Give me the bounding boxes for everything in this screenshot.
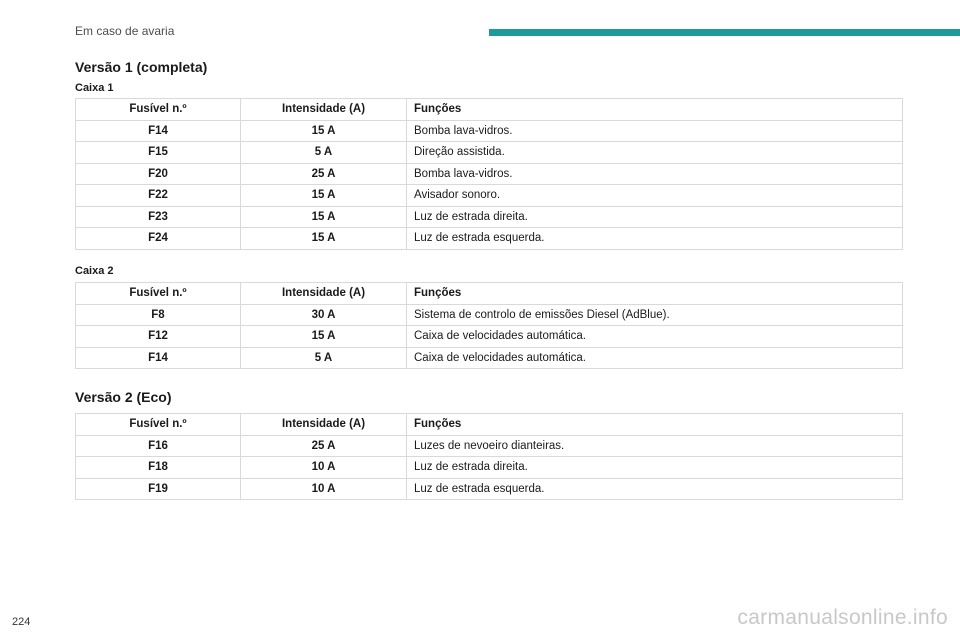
table-row [76, 478, 903, 500]
table-row [76, 142, 903, 164]
intensity-cell: 5 A [241, 142, 407, 164]
fuse-cell: F24 [76, 228, 241, 250]
column-header-functions: Funções [407, 414, 903, 436]
column-header-intensity: Intensidade (A) [241, 99, 407, 121]
function-cell: Avisador sonoro. [407, 185, 903, 207]
intensity-cell: 5 A [241, 347, 407, 369]
box-label-caixa-2: Caixa 2 [75, 265, 114, 277]
table-row [76, 304, 903, 326]
column-header-functions: Funções [407, 283, 903, 305]
intensity-cell: 25 A [241, 163, 407, 185]
column-header-fuse: Fusível n.º [76, 99, 241, 121]
function-cell: Luz de estrada esquerda. [407, 228, 903, 250]
header-title: Em caso de avaria [75, 24, 175, 38]
intensity-cell: 15 A [241, 228, 407, 250]
fuse-cell: F16 [76, 435, 241, 457]
table-row [76, 457, 903, 479]
intensity-cell: 15 A [241, 120, 407, 142]
table-row [76, 120, 903, 142]
function-cell: Bomba lava-vidros. [407, 120, 903, 142]
intensity-cell: 30 A [241, 304, 407, 326]
table-header-row [76, 414, 903, 436]
fuse-table-caixa-2 [75, 282, 903, 369]
fuse-cell: F8 [76, 304, 241, 326]
table-row [76, 435, 903, 457]
header-accent-bar [489, 29, 960, 36]
fuse-cell: F14 [76, 120, 241, 142]
table-header-row [76, 99, 903, 121]
table-row [76, 228, 903, 250]
function-cell: Direção assistida. [407, 142, 903, 164]
section-title-version-1: Versão 1 (completa) [75, 59, 208, 75]
page-number: 224 [12, 616, 31, 628]
watermark-logo: carmanualsonline.info [737, 606, 948, 629]
function-cell: Luzes de nevoeiro dianteiras. [407, 435, 903, 457]
fuse-cell: F18 [76, 457, 241, 479]
intensity-cell: 25 A [241, 435, 407, 457]
column-header-fuse: Fusível n.º [76, 283, 241, 305]
intensity-cell: 10 A [241, 457, 407, 479]
intensity-cell: 15 A [241, 185, 407, 207]
fuse-cell: F20 [76, 163, 241, 185]
fuse-cell: F22 [76, 185, 241, 207]
function-cell: Luz de estrada esquerda. [407, 478, 903, 500]
intensity-cell: 10 A [241, 478, 407, 500]
fuse-cell: F23 [76, 206, 241, 228]
intensity-cell: 15 A [241, 326, 407, 348]
section-title-version-2: Versão 2 (Eco) [75, 389, 172, 405]
table-header-row [76, 283, 903, 305]
intensity-cell: 15 A [241, 206, 407, 228]
function-cell: Caixa de velocidades automática. [407, 347, 903, 369]
box-label-caixa-1: Caixa 1 [75, 82, 114, 94]
column-header-intensity: Intensidade (A) [241, 414, 407, 436]
column-header-functions: Funções [407, 99, 903, 121]
function-cell: Bomba lava-vidros. [407, 163, 903, 185]
fuse-table-caixa-1 [75, 98, 903, 250]
table-row [76, 206, 903, 228]
fuse-cell: F15 [76, 142, 241, 164]
table-row [76, 185, 903, 207]
function-cell: Caixa de velocidades automática. [407, 326, 903, 348]
function-cell: Luz de estrada direita. [407, 206, 903, 228]
fuse-cell: F14 [76, 347, 241, 369]
table-row [76, 163, 903, 185]
column-header-intensity: Intensidade (A) [241, 283, 407, 305]
fuse-cell: F12 [76, 326, 241, 348]
column-header-fuse: Fusível n.º [76, 414, 241, 436]
table-row [76, 326, 903, 348]
fuse-cell: F19 [76, 478, 241, 500]
function-cell: Sistema de controlo de emissões Diesel (AdBlue). [407, 304, 903, 326]
table-row [76, 347, 903, 369]
fuse-table-eco [75, 413, 903, 500]
function-cell: Luz de estrada direita. [407, 457, 903, 479]
